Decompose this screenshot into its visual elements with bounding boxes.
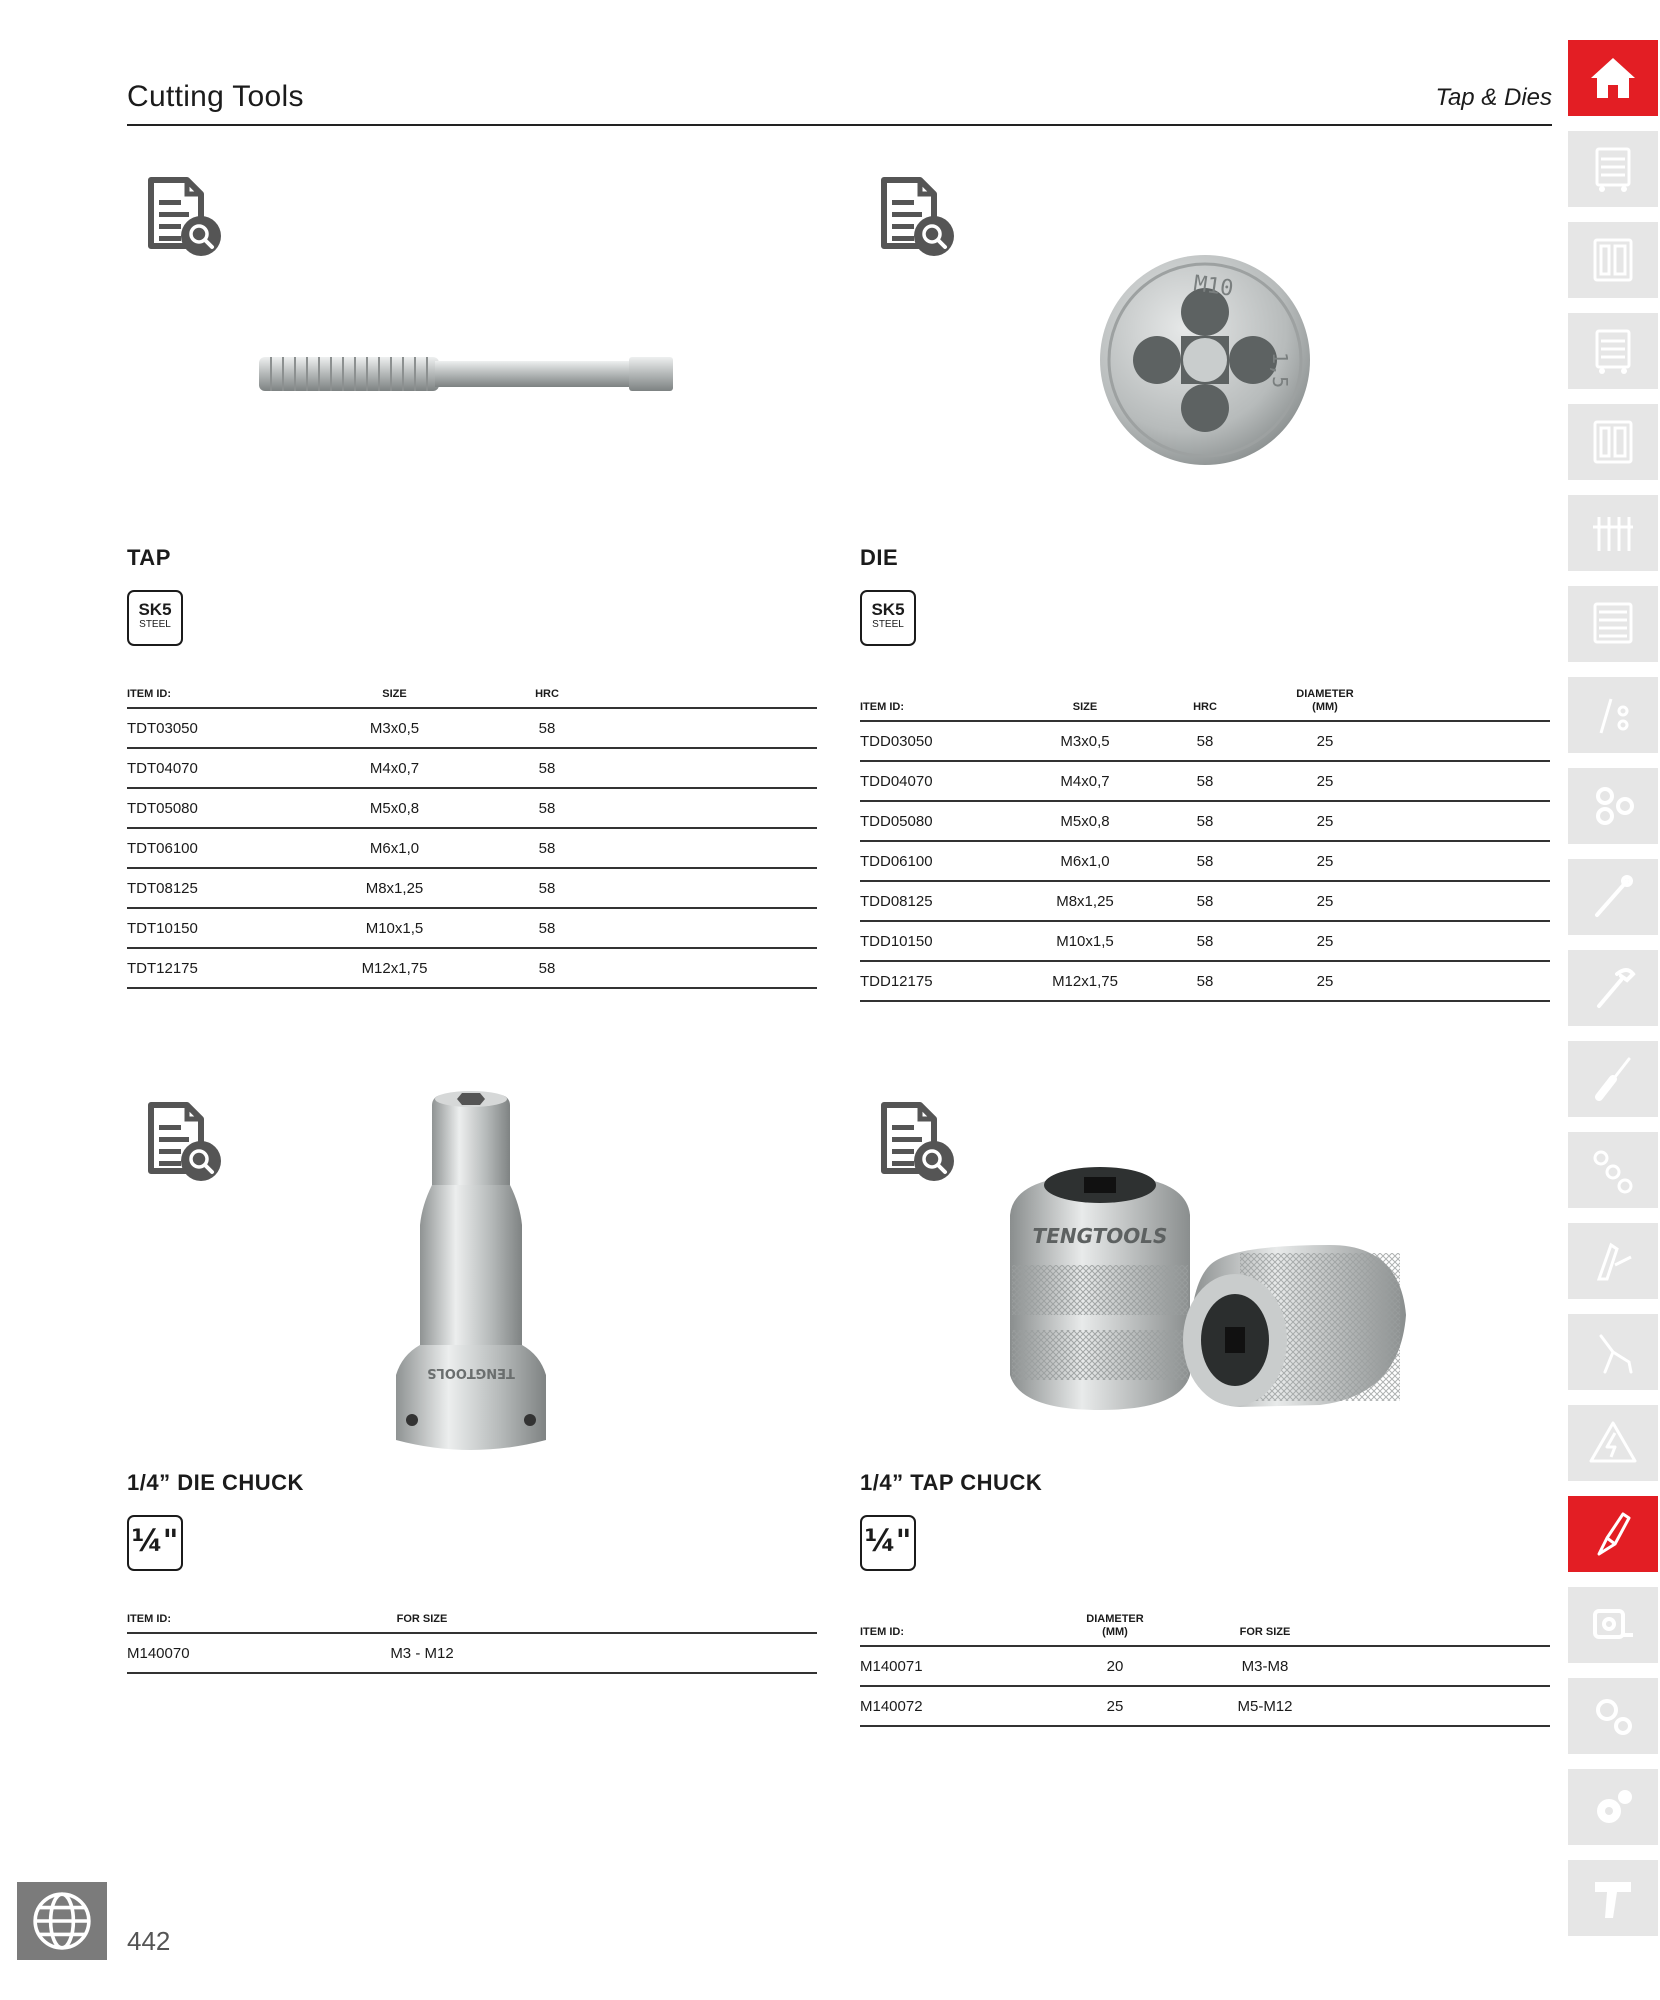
sidebar-item-electrical[interactable]: [1568, 1405, 1658, 1481]
sidebar-item-multi-tools[interactable]: [1568, 1223, 1658, 1299]
page-header: [127, 72, 1552, 126]
datasheet-search-icon[interactable]: [870, 170, 960, 260]
datasheet-search-icon[interactable]: [870, 1095, 960, 1185]
material-badge: SK5 STEEL: [127, 590, 183, 646]
drive-size-badge: ¼": [127, 1515, 183, 1571]
svg-text:1,5: 1,5: [1268, 352, 1292, 389]
sidebar-home[interactable]: [1568, 40, 1658, 116]
die-spec-table: [860, 688, 1550, 1002]
sidebar-item-screwdrivers[interactable]: [1568, 1041, 1658, 1117]
datasheet-search-icon[interactable]: [137, 1095, 227, 1185]
sidebar-item-pliers[interactable]: [1568, 1314, 1658, 1390]
home-icon: [1587, 52, 1639, 104]
table-row: TDT05080 M5x0,8 58: [127, 788, 817, 828]
svg-text:TENGTOOLS: TENGTOOLS: [427, 1365, 515, 1380]
page-number: 442: [127, 1926, 171, 1956]
svg-text:TENGTOOLS: TENGTOOLS: [1032, 1224, 1168, 1248]
die-panel: [860, 160, 1550, 1040]
tool-tray-icon: [1587, 416, 1639, 468]
table-row: TDT08125 M8x1,25 58: [127, 868, 817, 908]
tap-image: [257, 345, 677, 405]
table-header-row: ITEM ID: SIZE HRC: [127, 688, 817, 708]
bits-icon: [1587, 1144, 1639, 1196]
sidebar-item-bits[interactable]: [1568, 1132, 1658, 1208]
table-row: TDT03050 M3x0,5 58: [127, 708, 817, 748]
table-row: TDD08125 M8x1,25 58 25: [860, 881, 1550, 921]
table-row: TDD12175 M12x1,75 58 25: [860, 961, 1550, 1001]
die-chuck-spec-table: [127, 1613, 817, 1674]
sidebar-item-measuring[interactable]: [1568, 1587, 1658, 1663]
torque-wrench-icon: [1587, 871, 1639, 923]
table-row: M140070 M3 - M12: [127, 1633, 817, 1673]
category-subtitle: Tap & Dies: [1435, 84, 1552, 111]
table-row: TDT12175 M12x1,75 58: [127, 948, 817, 988]
tool-trolley-icon: [1587, 143, 1639, 195]
gears-icon: [1587, 1690, 1639, 1742]
pliers-icon: [1587, 1326, 1639, 1378]
tap-chuck-image: [990, 1145, 1430, 1445]
table-row: TDD03050 M3x0,5 58 25: [860, 721, 1550, 761]
svg-text:M10: M10: [1192, 271, 1235, 302]
electrical-hazard-icon: [1587, 1417, 1639, 1469]
section-title: Cutting Tools: [127, 80, 304, 113]
tool-tray-icon: [1587, 234, 1639, 286]
sidebar-item-torque[interactable]: [1568, 859, 1658, 935]
tap-chuck-spec-table: [860, 1613, 1550, 1727]
socket-icon: [1587, 780, 1639, 832]
datasheet-search-icon[interactable]: [137, 170, 227, 260]
drive-size-badge: ¼": [860, 1515, 916, 1571]
sidebar-item-wrench-sets[interactable]: [1568, 677, 1658, 753]
die-image: [1095, 250, 1315, 470]
sidebar-item-service[interactable]: [1568, 1769, 1658, 1845]
tap-chuck-panel: [860, 1085, 1550, 1765]
wrench-set-icon: [1587, 689, 1639, 741]
tool-chest-icon: [1587, 598, 1639, 650]
cutting-knife-icon: [1587, 1508, 1639, 1560]
sidebar-item-trays-2[interactable]: [1568, 404, 1658, 480]
multi-tool-icon: [1587, 1235, 1639, 1287]
die-chuck-panel: [127, 1085, 817, 1685]
table-row: TDT06100 M6x1,0 58: [127, 828, 817, 868]
table-row: TDD06100 M6x1,0 58 25: [860, 841, 1550, 881]
sidebar-item-trolleys[interactable]: [1568, 131, 1658, 207]
material-badge: SK5 STEEL: [860, 590, 916, 646]
product-title: 1/4” TAP CHUCK: [860, 1470, 1043, 1495]
spanner-icon: [1587, 962, 1639, 1014]
tool-set-icon: [1587, 507, 1639, 559]
service-gear-icon: [1587, 1781, 1639, 1833]
table-header-row: ITEM ID: SIZE HRC DIAMETER (MM): [860, 688, 1550, 721]
globe-icon: [31, 1890, 93, 1952]
table-header-row: ITEM ID: FOR SIZE: [127, 1613, 817, 1633]
table-row: TDT10150 M10x1,5 58: [127, 908, 817, 948]
product-title: DIE: [860, 545, 899, 570]
power-tool-icon: [1587, 1872, 1639, 1924]
sidebar-item-chests[interactable]: [1568, 586, 1658, 662]
table-row: M140072 25 M5-M12: [860, 1686, 1550, 1726]
table-row: TDT04070 M4x0,7 58: [127, 748, 817, 788]
tool-trolley-icon: [1587, 325, 1639, 377]
table-row: M140071 20 M3-M8: [860, 1646, 1550, 1686]
product-title: 1/4” DIE CHUCK: [127, 1470, 304, 1495]
die-chuck-image: [382, 1085, 562, 1465]
table-header-row: ITEM ID: DIAMETER (MM) FOR SIZE: [860, 1613, 1550, 1646]
tap-spec-table: [127, 688, 817, 989]
sidebar-item-power-tools[interactable]: [1568, 1860, 1658, 1936]
screwdriver-icon: [1587, 1053, 1639, 1105]
sidebar-item-spanners[interactable]: [1568, 950, 1658, 1026]
sidebar-item-trolleys-2[interactable]: [1568, 313, 1658, 389]
website-link[interactable]: [17, 1882, 107, 1960]
product-title: TAP: [127, 545, 171, 570]
tap-panel: [127, 160, 817, 1010]
sidebar-item-workshop[interactable]: [1568, 1678, 1658, 1754]
sidebar-item-trays[interactable]: [1568, 222, 1658, 298]
sidebar-item-cutting-tools[interactable]: [1568, 1496, 1658, 1572]
tape-measure-icon: [1587, 1599, 1639, 1651]
sidebar-item-sockets[interactable]: [1568, 768, 1658, 844]
sidebar-item-tool-sets[interactable]: [1568, 495, 1658, 571]
table-row: TDD04070 M4x0,7 58 25: [860, 761, 1550, 801]
table-row: TDD05080 M5x0,8 58 25: [860, 801, 1550, 841]
table-row: TDD10150 M10x1,5 58 25: [860, 921, 1550, 961]
